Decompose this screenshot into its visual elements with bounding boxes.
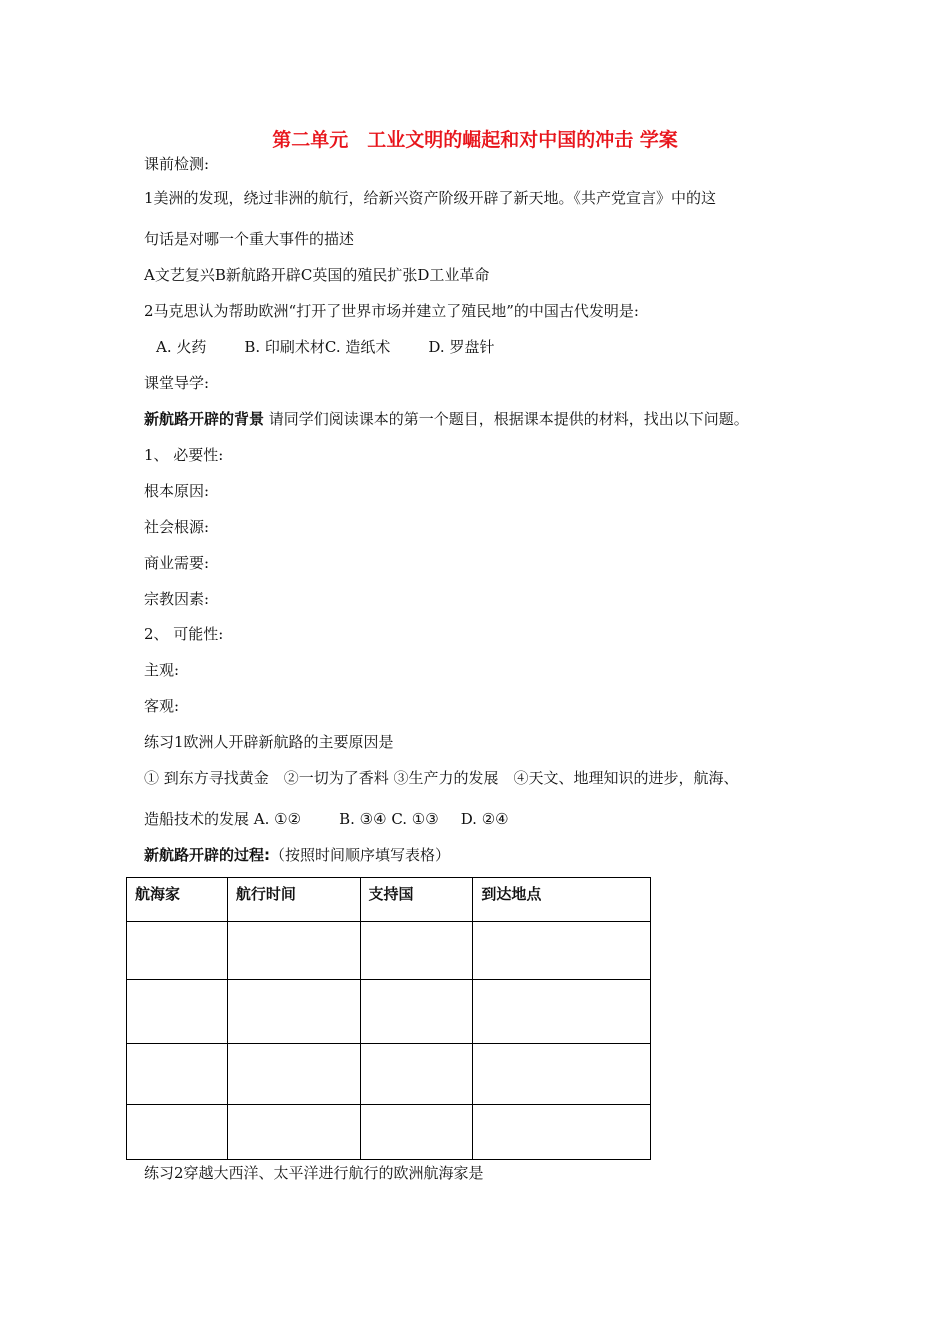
exercise1-question: 练习1欧洲人开辟新航路的主要原因是 bbox=[144, 733, 394, 751]
guide-label: 课堂导学: bbox=[144, 374, 210, 392]
process-heading-line bbox=[144, 845, 450, 865]
q2-options bbox=[144, 337, 494, 357]
table-cell[interactable] bbox=[360, 1105, 473, 1160]
exercise1-option-d: D. ②④ bbox=[460, 810, 509, 828]
necessity-label: 1、 必要性: bbox=[144, 446, 224, 464]
exercise1-items-line2 bbox=[144, 809, 509, 829]
table-row bbox=[127, 1105, 651, 1160]
q2-option-bc: B. 印刷术材C. 造纸术 bbox=[244, 338, 391, 356]
table-cell[interactable] bbox=[473, 1044, 651, 1105]
exercise1-items-line1: ① 到东方寻找黄金 ②一切为了香料 ③生产力的发展 ④天文、地理知识的进步，航海、 bbox=[144, 769, 739, 787]
religious-factor-label: 宗教因素: bbox=[144, 590, 210, 608]
exercise1-items-line2-prefix: 造船技术的发展 bbox=[144, 810, 250, 828]
background-paragraph bbox=[144, 409, 749, 429]
table-row bbox=[127, 980, 651, 1044]
table-cell[interactable] bbox=[360, 980, 473, 1044]
table-cell[interactable] bbox=[127, 922, 228, 980]
table-cell[interactable] bbox=[227, 922, 360, 980]
table-cell[interactable] bbox=[473, 980, 651, 1044]
root-cause-label: 根本原因: bbox=[144, 482, 210, 500]
subjective-label: 主观: bbox=[144, 661, 180, 679]
process-heading: 新航路开辟的过程: bbox=[144, 846, 270, 864]
page-title: 第二单元 工业文明的崛起和对中国的冲击 学案 bbox=[272, 129, 678, 151]
table-cell[interactable] bbox=[127, 1105, 228, 1160]
background-heading: 新航路开辟的背景 bbox=[144, 410, 265, 428]
objective-label: 客观: bbox=[144, 697, 180, 715]
table-cell[interactable] bbox=[227, 1105, 360, 1160]
exercise2-question: 练习2穿越大西洋、太平洋进行航行的欧洲航海家是 bbox=[144, 1164, 484, 1182]
q1-options: A文艺复兴B新航路开辟C英国的殖民扩张D工业革命 bbox=[144, 266, 490, 284]
q2-option-d: D. 罗盘针 bbox=[428, 338, 495, 356]
table-cell[interactable] bbox=[127, 980, 228, 1044]
exercise1-option-a: A. ①② bbox=[253, 810, 302, 828]
pre-check-label: 课前检测: bbox=[144, 155, 210, 173]
table-cell[interactable] bbox=[473, 922, 651, 980]
possibility-label: 2、 可能性: bbox=[144, 625, 224, 643]
commercial-need-label: 商业需要: bbox=[144, 554, 210, 572]
q1-text-line2: 句话是对哪一个重大事件的描述 bbox=[144, 230, 355, 248]
table-cell[interactable] bbox=[227, 1044, 360, 1105]
background-text: 请同学们阅读课本的第一个题目，根据课本提供的材料，找出以下问题。 bbox=[264, 410, 749, 428]
q2-text: 2马克思认为帮助欧洲“打开了世界市场并建立了殖民地”的中国古代发明是: bbox=[144, 302, 639, 320]
exercise1-option-b: B. ③④ bbox=[339, 810, 387, 828]
table-cell[interactable] bbox=[127, 1044, 228, 1105]
column-header-voyage-time: 航行时间 bbox=[227, 878, 360, 922]
table-header-row bbox=[127, 878, 651, 922]
navigator-table bbox=[126, 877, 651, 1160]
table-cell[interactable] bbox=[227, 980, 360, 1044]
process-note: （按照时间顺序填写表格） bbox=[270, 846, 451, 864]
column-header-destination: 到达地点 bbox=[473, 878, 651, 922]
q2-option-a: A. 火药 bbox=[156, 338, 207, 356]
q1-text-line1: 1美洲的发现，绕过非洲的航行，给新兴资产阶级开辟了新天地。《共产党宣言》中的这 bbox=[144, 189, 717, 207]
table-cell[interactable] bbox=[360, 922, 473, 980]
table-row bbox=[127, 1044, 651, 1105]
table-cell[interactable] bbox=[360, 1044, 473, 1105]
social-source-label: 社会根源: bbox=[144, 518, 210, 536]
exercise1-option-c: C. ①③ bbox=[391, 810, 439, 828]
table-cell[interactable] bbox=[473, 1105, 651, 1160]
column-header-navigator: 航海家 bbox=[127, 878, 228, 922]
column-header-sponsor-country: 支持国 bbox=[360, 878, 473, 922]
table-row bbox=[127, 922, 651, 980]
